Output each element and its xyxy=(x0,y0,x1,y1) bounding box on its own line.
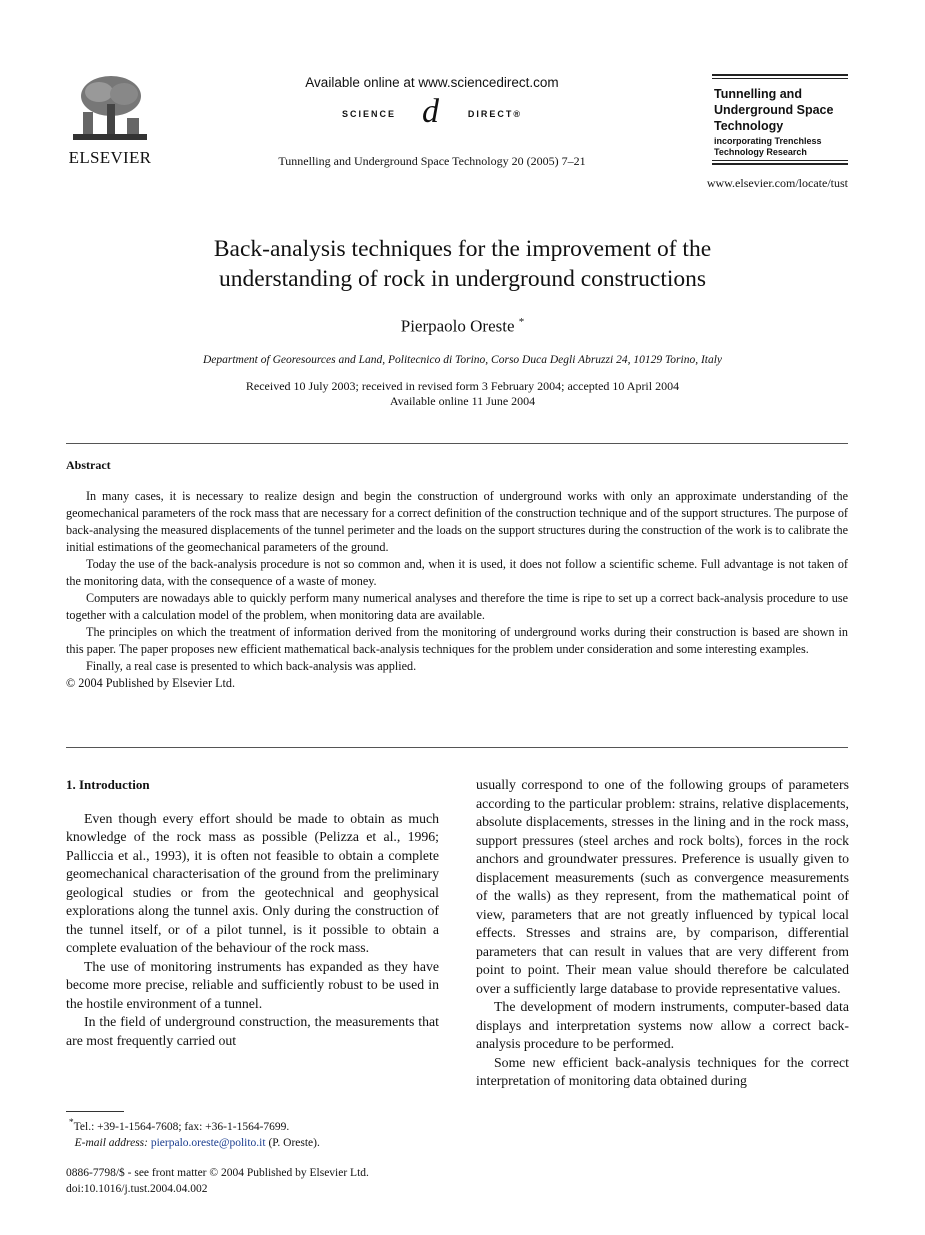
article-dates: Received 10 July 2003; received in revised form 3 February 2004; accepted 10 April 2004 Available online 11 June 2004 xyxy=(245,379,680,408)
body-paragraph: In the field of underground construction, the measurements that are most frequently carried out xyxy=(66,1014,439,1048)
body-paragraph: Even though every effort should be made to obtain as much knowledge of the rock mass as possible (Pelizza et al., 1996; Palliccia et al., 1993), it is often not feasible to obtain a complete geomechanical characterisation of the ground from the preliminary geological studies or from the geotechnical and geophysical explorations along the tunnel axis. Only during the construction of the tunnel itself, or of a pilot tunnel, is it possible to obtain a complete evaluation of the behaviour of the rock mass. xyxy=(66,810,439,955)
body-paragraph: The development of modern instruments, computer-based data displays and interpretation systems now allow a correct back-analysis procedure to be performed. xyxy=(476,999,849,1051)
abstract-paragraph: In many cases, it is necessary to realize design and begin the construction of underground works with only an approximate understanding of the geomechanical parameters of the rock mass that are necessary for a correct definition of the construction technique and of the support structures. The purpose of back-analysing the measured displacements of the tunnel perimeter and the loads on the support structures during the construction of the work is to calibrate the initial estimations of the geomechanical parameters of the ground. xyxy=(66,489,848,554)
abstract-heading: Abstract xyxy=(66,458,111,472)
journal-title: Tunnelling and Underground Space Technology xyxy=(714,87,834,133)
author: Pierpaolo Oreste * xyxy=(400,316,525,336)
journal-subtitle: incorporating Trenchless Technology Research xyxy=(714,136,822,157)
divider-top xyxy=(66,443,848,444)
abstract-paragraph: The principles on which the treatment of information derived from the monitoring of underground works during their construction is based are shown in this paper. The paper proposes new efficient mathematical back-analysis techniques for the problem under consideration and some interesting examples. xyxy=(66,625,848,656)
front-matter xyxy=(66,1166,486,1197)
body-column-left xyxy=(66,776,439,1050)
sciencedirect-at-icon: d xyxy=(422,93,439,130)
affiliation: Department of Georesources and Land, Politecnico di Torino, Corso Duca Degli Abruzzi 24, 10129 Torino, Italy xyxy=(202,354,723,366)
abstract-paragraph: Finally, a real case is presented to which back-analysis was applied. xyxy=(86,659,417,673)
elsevier-tree-icon xyxy=(69,74,151,146)
body-paragraph: The use of monitoring instruments has expanded as they have become more precise, reliable and sufficiently robust to be used in the hostile environment of a tunnel. xyxy=(66,958,439,1011)
journal-url[interactable]: www.elsevier.com/locate/tust xyxy=(706,176,848,190)
author-footnote-mark[interactable]: * xyxy=(518,316,525,328)
journal-box xyxy=(712,74,848,166)
footnote: *Tel.: +39-1-1564-7608; fax: +36-1-1564-7699. E-mail address: pierpalo.oreste@polito.it (P. Oreste). xyxy=(68,1117,320,1149)
issn-line: 0886-7798/$ - see front matter © 2004 Published by Elsevier Ltd. xyxy=(66,1167,369,1179)
journal-citation: Tunnelling and Underground Space Technology 20 (2005) 7–21 xyxy=(278,154,586,168)
article-title: Back-analysis techniques for the improvement of the understanding of rock in underground constructions xyxy=(213,236,712,292)
divider-bottom xyxy=(66,747,848,748)
abstract xyxy=(66,457,848,692)
elsevier-logo xyxy=(62,74,158,172)
footnote-rule xyxy=(66,1111,124,1112)
body-column-right xyxy=(476,776,849,1091)
email-link[interactable]: pierpalo.oreste@polito.it xyxy=(150,1136,266,1149)
body-paragraph: Some new efficient back-analysis techniques for the correct interpretation of monitoring data obtained during xyxy=(476,1054,849,1088)
abstract-paragraph: Today the use of the back-analysis procedure is not so common and, when it is used, it does not follow a scientific scheme. Full advantage is not taken of the monitoring data, with the consequence of a waste of money. xyxy=(66,557,848,588)
sciencedirect-logo xyxy=(342,93,522,131)
doi-line[interactable]: doi:10.1016/j.tust.2004.04.002 xyxy=(66,1182,208,1195)
publisher-name: ELSEVIER xyxy=(68,148,152,167)
sciencedirect-left: SCIENCE xyxy=(342,109,397,119)
section-heading: 1. Introduction xyxy=(66,777,150,792)
abstract-copyright: © 2004 Published by Elsevier Ltd. xyxy=(66,676,236,690)
available-online-line: Available online at www.sciencedirect.com xyxy=(305,75,559,90)
sciencedirect-right: DIRECT® xyxy=(467,109,522,119)
abstract-paragraph: Computers are nowadays able to quickly perform many numerical analyses and therefore the time is ripe to set up a correct back-analysis procedure to use together with a calculation model of the problem, when monitoring data are available. xyxy=(66,591,848,622)
body-paragraph: usually correspond to one of the following groups of parameters according to the particular problem: strains, relative displacements, absolute displacements, stresses in the lining and in the rock mass, support pressures (steel arches and rock bolts), forces in the rock anchors and groundwater pressures. Preference is usually given to displacement measurements (such as convergence measurements of the walls) as they represent, from the mathematical point of view, parameters that are not greatly influenced by typical local effects. Stresses and strains are, by comparison, differential parameters that can result in values that are very different from point to point. Their mean value should therefore be calculated over a sufficiently large database to provide representative values. xyxy=(476,777,849,996)
